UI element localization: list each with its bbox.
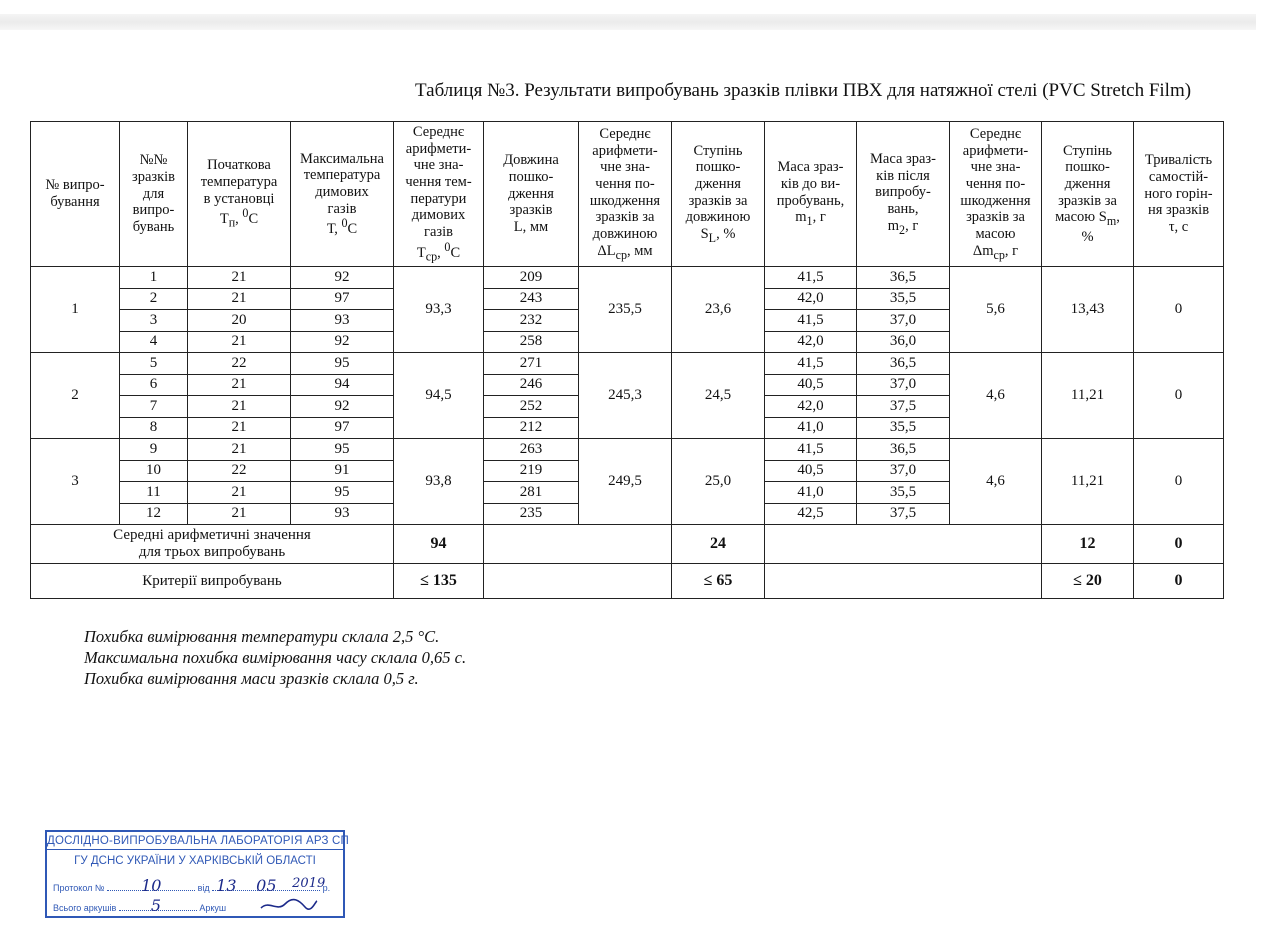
header-mass-before: Маса зраз- ків до ви- пробувань, $m_1$, г — [765, 122, 857, 267]
table-row — [31, 353, 1224, 375]
damage-degree-length-cell: 24,5 — [672, 353, 765, 439]
table-row — [31, 439, 1224, 461]
criteria-tau: 0 — [1134, 564, 1224, 599]
avg-damage-length-cell: 235,5 — [579, 267, 672, 353]
avg-temp-cell: 94,5 — [394, 353, 484, 439]
criteria-row — [31, 564, 1224, 599]
mass-before-cell: 42,0 — [765, 331, 857, 353]
mass-after-cell: 36,5 — [857, 353, 950, 375]
damage-length-cell: 243 — [484, 288, 579, 310]
criteria-temp: ≤ 135 — [394, 564, 484, 599]
avg-temp-cell: 93,8 — [394, 439, 484, 525]
max-temp-cell: 97 — [291, 288, 394, 310]
max-temp-cell: 95 — [291, 482, 394, 504]
initial-temp-cell: 21 — [188, 417, 291, 439]
damage-length-cell: 263 — [484, 439, 579, 461]
sample-number-cell: 5 — [120, 353, 188, 375]
averages-label-line2: для трьох випробувань — [138, 544, 286, 561]
sample-number-cell: 2 — [120, 288, 188, 310]
criteria-empty-2 — [765, 564, 1042, 599]
max-temp-cell: 97 — [291, 417, 394, 439]
stamp-year-suffix: р. — [322, 883, 331, 893]
stamp-protocol-no: 10 — [141, 876, 162, 895]
avg-damage-length-cell: 245,3 — [579, 353, 672, 439]
criteria-label: Критерії випробувань — [31, 564, 394, 599]
initial-temp-cell: 21 — [188, 331, 291, 353]
sample-number-cell: 9 — [120, 439, 188, 461]
avg-mass-damage-cell: 4,6 — [950, 439, 1042, 525]
damage-length-cell: 232 — [484, 310, 579, 332]
mass-before-cell: 41,0 — [765, 482, 857, 504]
mass-after-cell: 37,5 — [857, 503, 950, 525]
damage-length-cell: 209 — [484, 267, 579, 289]
mass-before-cell: 41,0 — [765, 417, 857, 439]
header-row — [31, 122, 1224, 267]
damage-length-cell: 246 — [484, 374, 579, 396]
mass-after-cell: 36,0 — [857, 331, 950, 353]
initial-temp-cell: 21 — [188, 288, 291, 310]
stamp-department: ГУ ДСНС УКРАЇНИ У ХАРКІВСЬКІЙ ОБЛАСТІ — [74, 855, 316, 867]
sample-number-cell: 11 — [120, 482, 188, 504]
note-temperature: Похибка вимірювання температури склала 2,5 °С. — [84, 627, 440, 646]
initial-temp-cell: 22 — [188, 460, 291, 482]
burning-time-cell: 0 — [1134, 267, 1224, 353]
mass-before-cell: 41,5 — [765, 439, 857, 461]
damage-length-cell: 271 — [484, 353, 579, 375]
stamp-date-label: від — [197, 883, 210, 893]
averages-tau: 0 — [1134, 525, 1224, 564]
stamp-protocol-row — [53, 876, 331, 895]
stamp-protocol-field — [107, 876, 195, 895]
mass-before-cell: 40,5 — [765, 460, 857, 482]
max-temp-cell: 94 — [291, 374, 394, 396]
note-time: Максимальна похибка вимірювання часу склала 0,65 с. — [84, 648, 467, 667]
mass-after-cell: 35,5 — [857, 417, 950, 439]
header-mass-after: Маса зраз- ків після випробу- вань, $m_2$, г — [857, 122, 950, 267]
mass-after-cell: 36,5 — [857, 267, 950, 289]
averages-row — [31, 525, 1224, 564]
burning-time-cell: 0 — [1134, 353, 1224, 439]
table-row — [31, 267, 1224, 289]
max-temp-cell: 93 — [291, 503, 394, 525]
stamp-date-year: 2019 — [292, 876, 326, 891]
stamp-sheets-count: 5 — [150, 896, 162, 915]
stamp-date-day: 13 — [216, 876, 237, 895]
averages-temp: 94 — [394, 525, 484, 564]
criteria-empty-1 — [484, 564, 672, 599]
sample-number-cell: 1 — [120, 267, 188, 289]
max-temp-cell: 91 — [291, 460, 394, 482]
header-max-temp: Максимальна температура димових газів Т, $^0$С — [291, 122, 394, 267]
initial-temp-cell: 21 — [188, 503, 291, 525]
initial-temp-cell: 20 — [188, 310, 291, 332]
sample-number-cell: 12 — [120, 503, 188, 525]
test-number-cell: 3 — [31, 439, 120, 525]
stamp-date-month: 05 — [256, 876, 277, 895]
table-title: Таблиця №3. Результати випробувань зразків плівки ПВХ для натяжної стелі (PVC Stretch Film) — [415, 80, 1192, 101]
damage-length-cell: 219 — [484, 460, 579, 482]
mass-after-cell: 35,5 — [857, 288, 950, 310]
mass-after-cell: 37,0 — [857, 460, 950, 482]
initial-temp-cell: 21 — [188, 374, 291, 396]
sample-number-cell: 4 — [120, 331, 188, 353]
max-temp-cell: 93 — [291, 310, 394, 332]
mass-after-cell: 37,5 — [857, 396, 950, 418]
stamp-date-field — [212, 876, 326, 895]
mass-after-cell: 37,0 — [857, 310, 950, 332]
avg-temp-cell: 93,3 — [394, 267, 484, 353]
averages-label — [31, 525, 394, 564]
stamp-sheets-field — [119, 896, 197, 915]
header-burning-time: Тривалість самостій- ного горін- ня зразків τ, с — [1134, 122, 1224, 267]
test-number-cell: 1 — [31, 267, 120, 353]
avg-damage-length-cell: 249,5 — [579, 439, 672, 525]
header-damage-degree-mass: Ступінь пошко- дження зразків за масою $S_m$, % — [1042, 122, 1134, 267]
damage-length-cell: 258 — [484, 331, 579, 353]
damage-degree-length-cell: 25,0 — [672, 439, 765, 525]
burning-time-cell: 0 — [1134, 439, 1224, 525]
header-avg-damage-length: Середнє арифмети- чне зна- чення по- шкодження зразків за довжиною $\Delta L_{ср}$, мм — [579, 122, 672, 267]
averages-label-line1: Середні арифметичні значення — [113, 527, 311, 544]
averages-empty-2 — [765, 525, 1042, 564]
mass-before-cell: 41,5 — [765, 267, 857, 289]
sample-number-cell: 6 — [120, 374, 188, 396]
max-temp-cell: 95 — [291, 439, 394, 461]
initial-temp-cell: 21 — [188, 267, 291, 289]
sample-number-cell: 8 — [120, 417, 188, 439]
signature-scribble — [259, 898, 319, 912]
header-sample-no: №№ зразків для випро- бувань — [120, 122, 188, 267]
averages-empty-1 — [484, 525, 672, 564]
stamp-protocol-label: Протокол № — [53, 883, 105, 893]
mass-before-cell: 41,5 — [765, 353, 857, 375]
test-number-cell: 2 — [31, 353, 120, 439]
mass-before-cell: 40,5 — [765, 374, 857, 396]
header-avg-temp: Середнє арифмети- чне зна- чення тем- ператури димових газів $Т_{ср}$, $^0$С — [394, 122, 484, 267]
mass-after-cell: 37,0 — [857, 374, 950, 396]
initial-temp-cell: 21 — [188, 396, 291, 418]
mass-before-cell: 41,5 — [765, 310, 857, 332]
initial-temp-cell: 21 — [188, 439, 291, 461]
damage-degree-mass-cell: 11,21 — [1042, 353, 1134, 439]
damage-degree-length-cell: 23,6 — [672, 267, 765, 353]
averages-sm: 12 — [1042, 525, 1134, 564]
damage-degree-mass-cell: 13,43 — [1042, 267, 1134, 353]
header-avg-mass-damage: Середнє арифмети- чне зна- чення по- шкодження зразків за масою $\Delta m_{ср}$, г — [950, 122, 1042, 267]
mass-before-cell: 42,5 — [765, 503, 857, 525]
results-table — [30, 121, 1224, 599]
sample-number-cell: 10 — [120, 460, 188, 482]
mass-before-cell: 42,0 — [765, 288, 857, 310]
header-test-no: № випро- бування — [31, 122, 120, 267]
stamp-sheets-label: Всього аркушів — [53, 903, 117, 913]
max-temp-cell: 92 — [291, 267, 394, 289]
max-temp-cell: 92 — [291, 331, 394, 353]
lab-stamp — [45, 830, 349, 918]
max-temp-cell: 92 — [291, 396, 394, 418]
header-initial-temp: Початкова температура в установці $Т_п$, $^0$С — [188, 122, 291, 267]
header-damage-degree-length: Ступінь пошко- дження зразків за довжиною $S_L$, % — [672, 122, 765, 267]
sample-number-cell: 7 — [120, 396, 188, 418]
note-mass: Похибка вимірювання маси зразків склала 0,5 г. — [84, 669, 419, 688]
criteria-sm: ≤ 20 — [1042, 564, 1134, 599]
notes — [84, 626, 466, 689]
averages-sl: 24 — [672, 525, 765, 564]
initial-temp-cell: 22 — [188, 353, 291, 375]
mass-before-cell: 42,0 — [765, 396, 857, 418]
avg-mass-damage-cell: 4,6 — [950, 353, 1042, 439]
damage-length-cell: 235 — [484, 503, 579, 525]
sample-number-cell: 3 — [120, 310, 188, 332]
damage-length-cell: 212 — [484, 417, 579, 439]
initial-temp-cell: 21 — [188, 482, 291, 504]
damage-length-cell: 252 — [484, 396, 579, 418]
stamp-sheet-label: Аркуш — [199, 903, 227, 913]
stamp-sheets-row — [53, 896, 227, 915]
damage-degree-mass-cell: 11,21 — [1042, 439, 1134, 525]
scan-edge — [0, 14, 1256, 30]
stamp-lab-name: ДОСЛІДНО-ВИПРОБУВАЛЬНА ЛАБОРАТОРІЯ АРЗ СП — [47, 832, 343, 850]
header-damage-length: Довжина пошко- дження зразків L, мм — [484, 122, 579, 267]
mass-after-cell: 35,5 — [857, 482, 950, 504]
mass-after-cell: 36,5 — [857, 439, 950, 461]
criteria-sl: ≤ 65 — [672, 564, 765, 599]
damage-length-cell: 281 — [484, 482, 579, 504]
max-temp-cell: 95 — [291, 353, 394, 375]
avg-mass-damage-cell: 5,6 — [950, 267, 1042, 353]
